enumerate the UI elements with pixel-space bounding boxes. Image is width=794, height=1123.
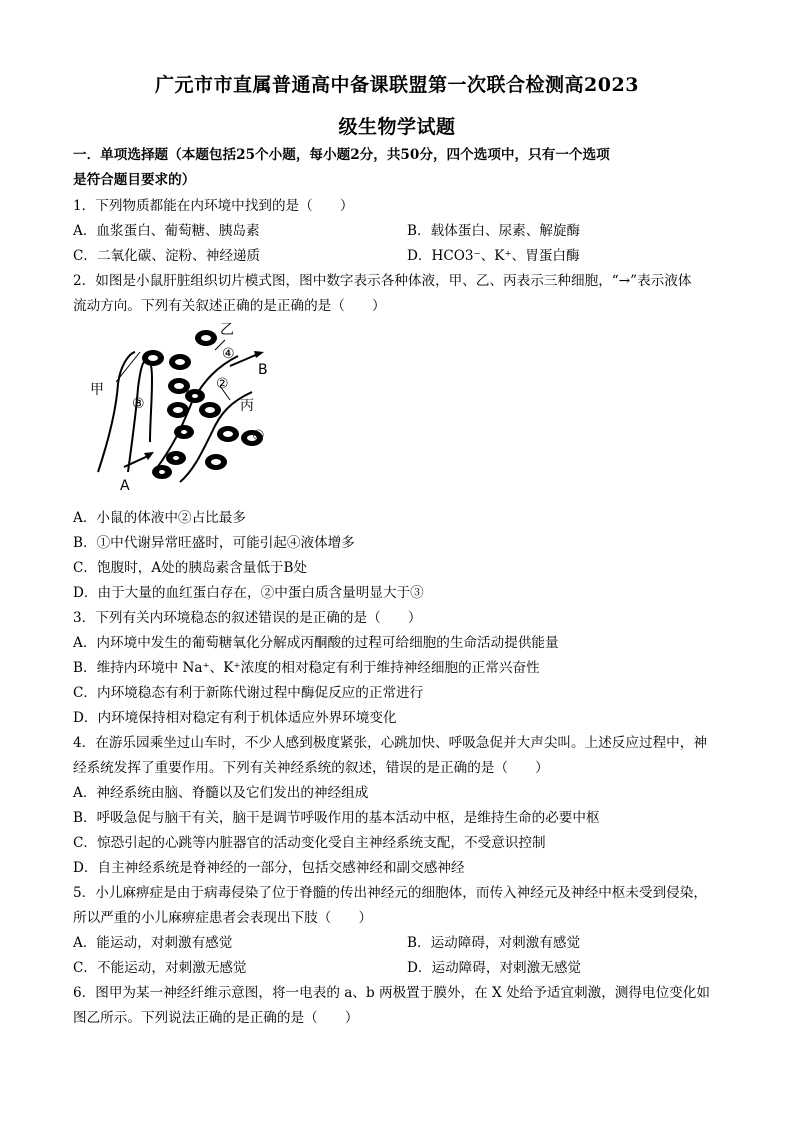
arrow-head-b <box>254 351 264 358</box>
label-3: ③ <box>132 396 145 412</box>
q1-option-d: D．HCO3⁻、K⁺、胃蛋白酶 <box>407 248 580 264</box>
cell-jia-tip <box>144 359 152 442</box>
q6-stem-cont: 图乙所示。下列说法正确的是正确的是（ ） <box>73 1010 359 1026</box>
q4-option-d: D．自主神经系统是脊神经的一部分，包括交感神经和副交感神经 <box>73 860 465 876</box>
label-1: ① <box>252 428 265 444</box>
nucleus <box>174 383 184 389</box>
nucleus <box>148 355 158 361</box>
q6-stem: 6．图甲为某一神经纤维示意图，将一电表的 a、b 两极置于膜外，在 X 处给予适宜刺激，测得电位变化如 <box>73 985 710 1001</box>
label-jia: 甲 <box>90 382 104 398</box>
nucleus <box>159 470 165 474</box>
nucleus <box>211 459 221 465</box>
nucleus <box>173 456 179 460</box>
nucleus <box>175 359 185 365</box>
q3-option-c: C．内环境稳态有利于新陈代谢过程中酶促反应的正常进行 <box>73 685 424 701</box>
nucleus <box>192 394 198 398</box>
q1-option-a: A．血浆蛋白、葡萄糖、胰岛素 <box>73 223 260 239</box>
label-2: ② <box>216 376 229 392</box>
section-heading: 一．单项选择题（本题包括25个小题，每小题2分，共50分，四个选项中，只有一个选项 <box>73 147 610 163</box>
q4-option-c: C．惊恐引起的心跳等内脏器官的活动变化受自主神经系统支配，不受意识控制 <box>73 835 546 851</box>
nucleus <box>173 407 183 413</box>
exam-title-line1: 广元市市直属普通高中备课联盟第一次联合检测高2023 <box>155 74 639 96</box>
liver-tissue-diagram <box>80 322 280 494</box>
exam-title-line2: 级生物学试题 <box>338 116 456 138</box>
q2-stem-cont: 流动方向。下列有关叙述正确的是正确的是（ ） <box>73 298 386 314</box>
label-bing: 丙 <box>240 398 254 414</box>
q5-stem-cont: 所以严重的小儿麻痹症患者会表现出下肢（ ） <box>73 910 373 926</box>
nucleus <box>223 431 233 437</box>
label-b: B <box>258 362 268 378</box>
q2-option-d: D．由于大量的血红蛋白存在，②中蛋白质含量明显大于③ <box>73 585 424 601</box>
q3-option-a: A．内环境中发生的葡萄糖氧化分解成丙酮酸的过程可给细胞的生命活动提供能量 <box>73 635 559 651</box>
q5-stem: 5．小儿麻痹症是由于病毒侵染了位于脊髓的传出神经元的细胞体，而传入神经元及神经中枢未受到侵染， <box>73 885 707 901</box>
flow-arrow-a <box>124 456 148 467</box>
capillary-wall-lower <box>154 356 238 472</box>
q2-option-a: A．小鼠的体液中②占比最多 <box>73 510 246 526</box>
q5-option-d: D．运动障碍，对刺激无感觉 <box>407 960 582 976</box>
arrow-head-a <box>144 452 154 460</box>
nucleus <box>181 430 187 434</box>
q4-option-a: A．神经系统由脑、脊髓以及它们发出的神经组成 <box>73 785 369 801</box>
label-a: A <box>120 478 130 494</box>
q3-stem: 3．下列有关内环境稳态的叙述错误的是正确的是（ ） <box>73 610 422 626</box>
q5-option-b: B．运动障碍，对刺激有感觉 <box>407 935 581 951</box>
cell-jia-outline-right <box>128 362 144 472</box>
label-4: ④ <box>222 346 235 362</box>
nucleus <box>205 407 215 413</box>
nucleus <box>201 335 211 341</box>
q3-option-b: B．维持内环境中 Na⁺、K⁺浓度的相对稳定有利于维持神经细胞的正常兴奋性 <box>73 660 540 676</box>
q5-option-a: A．能运动，对刺激有感觉 <box>73 935 233 951</box>
q4-option-b: B．呼吸急促与脑干有关，脑干是调节呼吸作用的基本活动中枢，是维持生命的必要中枢 <box>73 810 600 826</box>
q4-stem-cont: 经系统发挥了重要作用。下列有关神经系统的叙述，错误的是正确的是（ ） <box>73 760 549 776</box>
q1-option-c: C．二氧化碳、淀粉、神经递质 <box>73 248 261 264</box>
section-heading-cont: 是符合题目要求的） <box>73 172 196 188</box>
q3-option-d: D．内环境保持相对稳定有利于机体适应外界环境变化 <box>73 710 397 726</box>
q2-option-b: B．①中代谢异常旺盛时，可能引起④液体增多 <box>73 535 355 551</box>
q1-option-b: B．载体蛋白、尿素、解旋酶 <box>407 223 581 239</box>
q1-stem: 1．下列物质都能在内环境中找到的是（ ） <box>73 198 354 214</box>
q2-stem: 2．如图是小鼠肝脏组织切片模式图，图中数字表示各种体液，甲、乙、丙表示三种细胞，“→”表示液体 <box>73 273 692 289</box>
q5-option-c: C．不能运动，对刺激无感觉 <box>73 960 247 976</box>
q2-option-c: C．饱腹时，A处的胰岛素含量低于B处 <box>73 560 308 576</box>
label-yi: 乙 <box>220 322 234 338</box>
q4-stem: 4．在游乐园乘坐过山车时，不少人感到极度紧张，心跳加快、呼吸急促并大声尖叫。上述反应过程中，神 <box>73 735 707 751</box>
